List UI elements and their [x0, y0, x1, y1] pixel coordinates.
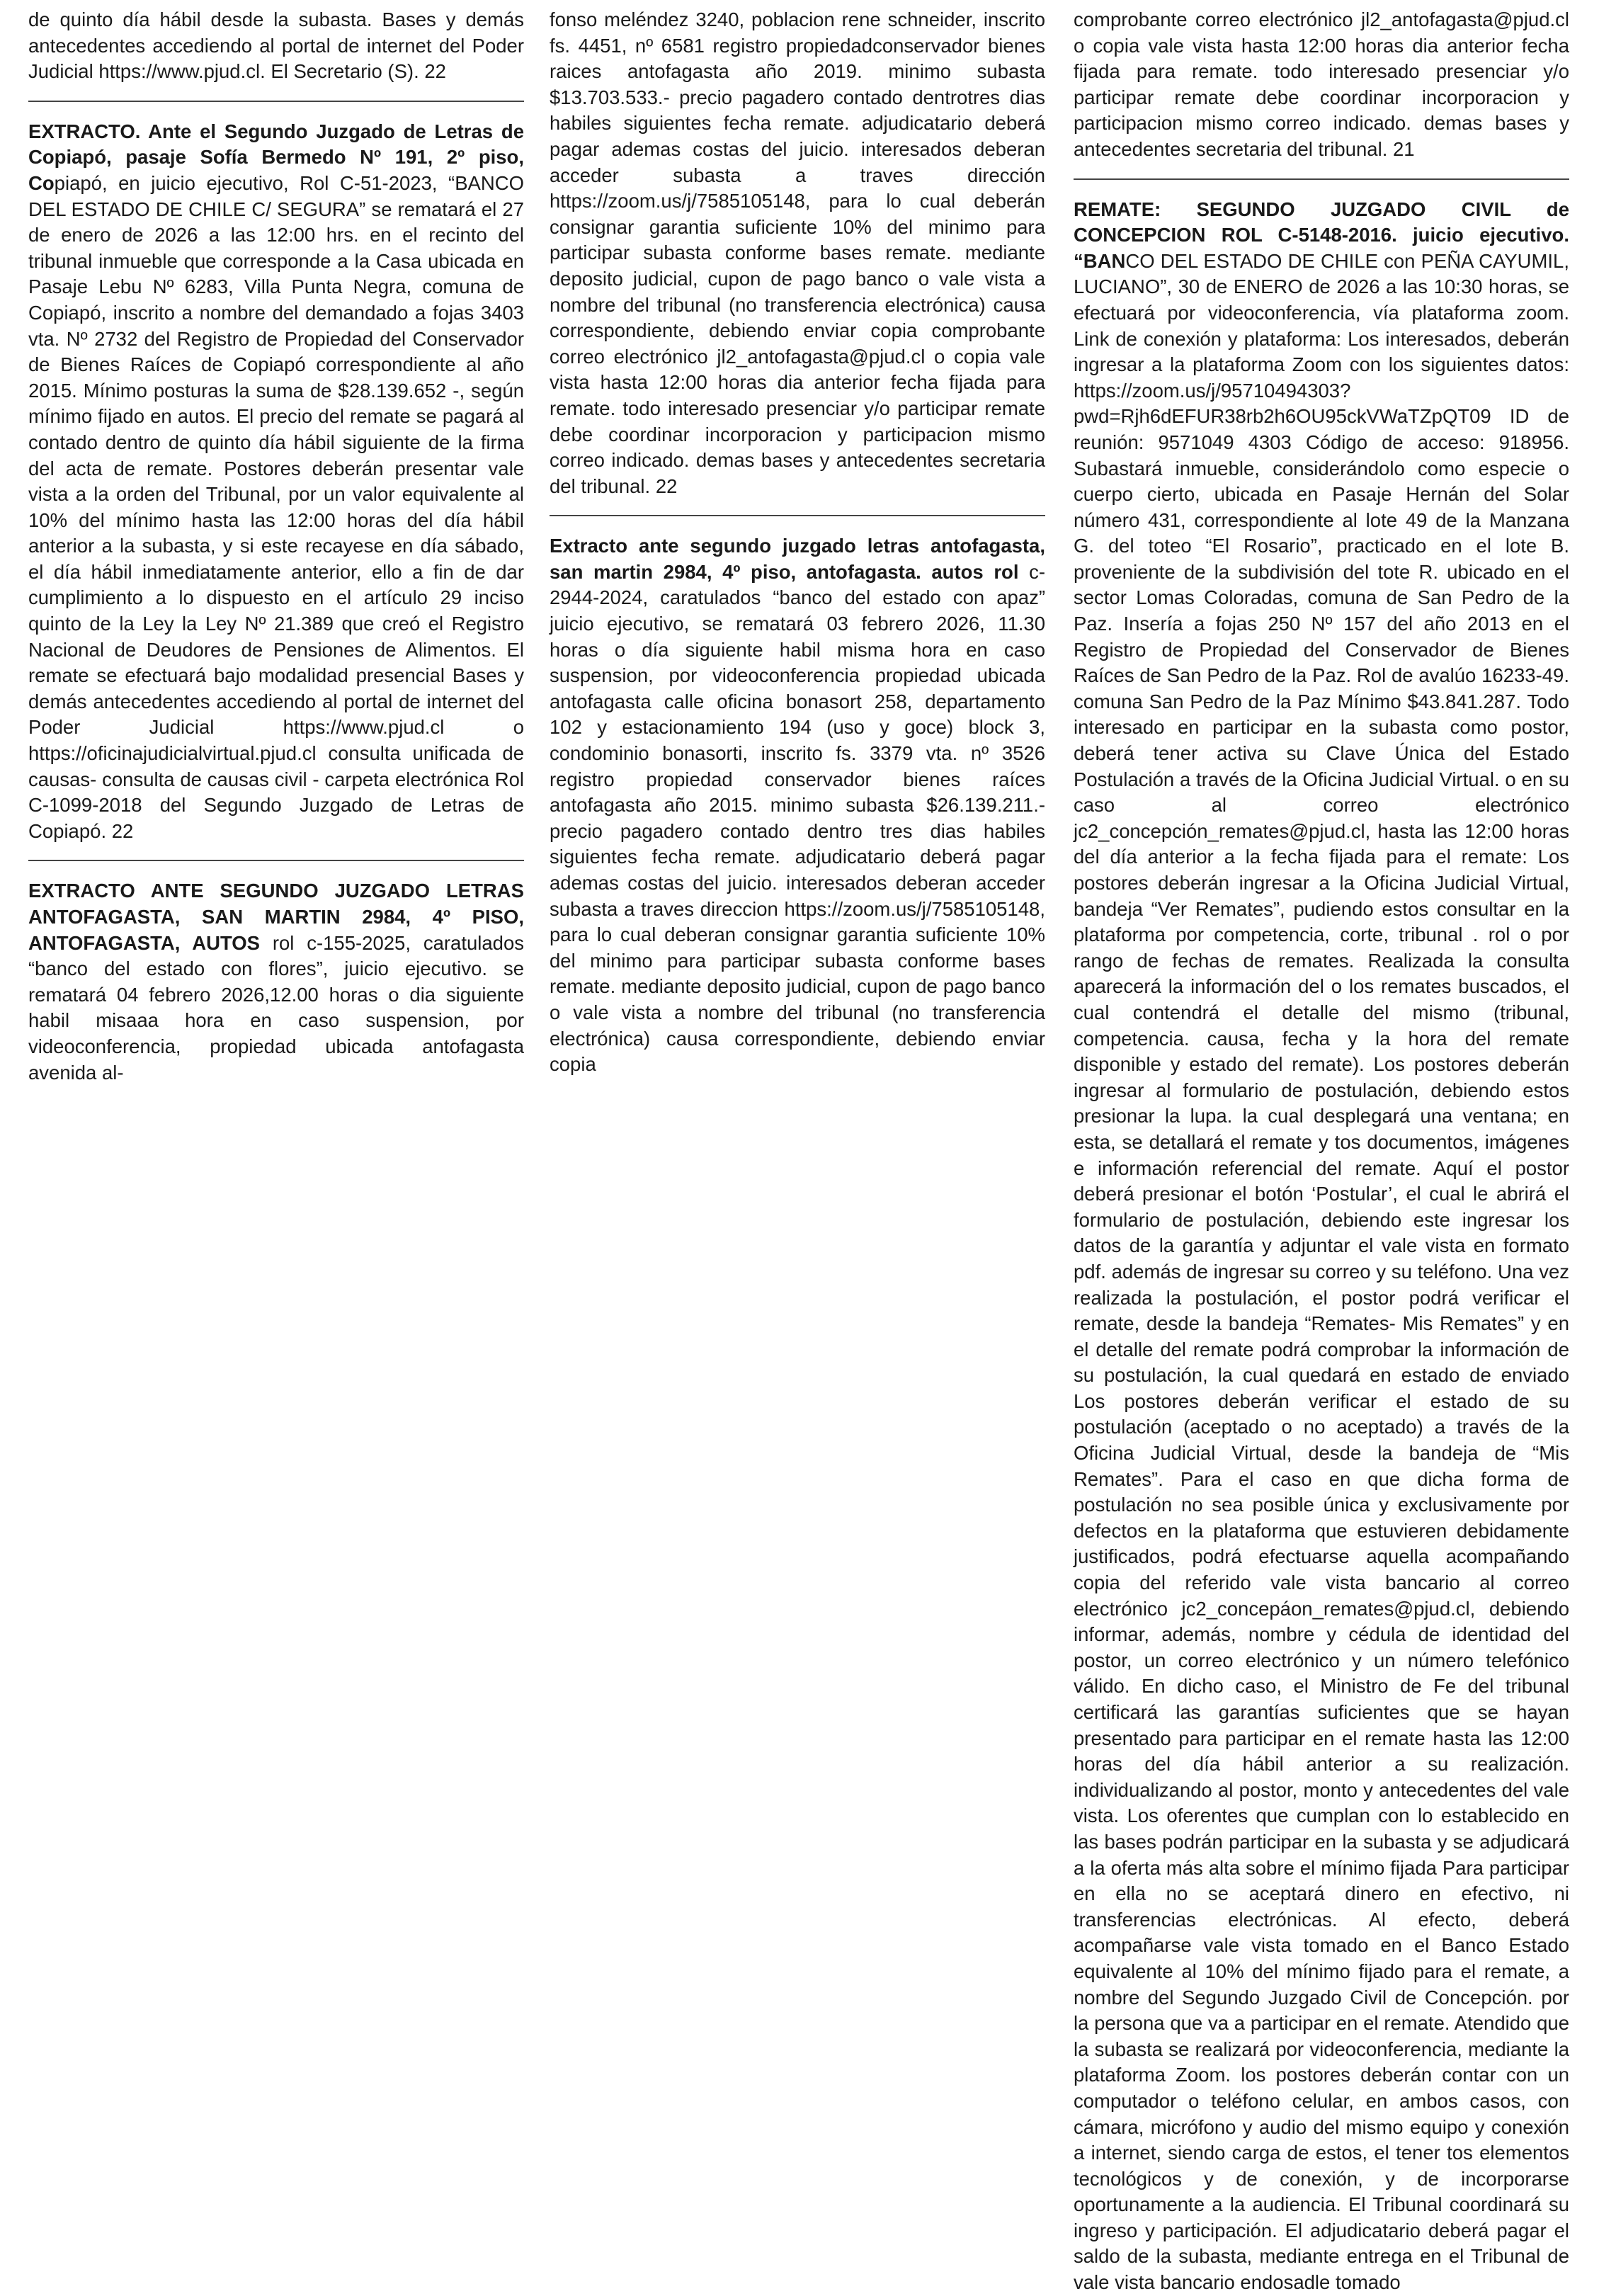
column-3 — [1074, 7, 1569, 2294]
notice-continuation — [28, 7, 524, 85]
notice-body: CO DEL ESTADO DE CHILE con PEÑA CAYUMIL, LUCIANO”, 30 de ENERO de 2026 a las 10:30 horas, se efectuará por videoconferencia, vía plataforma zoom. Link de conexión y plataforma: Los interesados, deberán ingresar a la plataforma Zoom con los siguientes datos: https://zoom.us/j/95710494303?pwd=Rjh6dEFUR38rb2h6OU95ckVWaTZpQT09 ID de reunión: 9571049 4303 Código de acceso: 918956. Subastará inmueble, considerándolo como especie o cuerpo cierto, ubicada en Pasaje Hernán del Solar número 431, correspondiente al lote 49 de la Manzana G. del toteo “El Rosario”, practicado en el lote B. proveniente de la subdivisión del tote R. ubicado en el sector Lomas Coloradas, comuna de San Pedro de la Paz. Inseríа a fojas 250 Nº 157 del año 2013 en el Registro de Propiedad del Conservador de Bienes Raíces de San Pedro de la Paz. Rol de avalúo 16233-49. comuna San Pedro de la Paz Mínimo $43.841.287. Todo interesado en participar en la subasta como postor, deberá tener activa su Clave Única del Estado Postulación a través de la Oficina Judicial Virtual. o en su caso al correo electrónico jc2_concepción_remates@pjud.cl, hasta las 12:00 horas del día anterior a la fecha fijada para el remate: Los postores deberán ingresar a la Oficina Judicial Virtual, bandeja “Ver Remates”, pudiendo estos consultar en la plataforma por competencia, corte, tribunal . rol o por rango de fechas de remates. Realizada la consulta aparecerá la información del o los remates buscados, el cual contendrá el detalle del mismo (tribunal, competencia. causa, fecha y la hora del remate disponible y estado del remate). Los postores deberán ingresar al formulario de postulación, debiendo estos presionar la lupa. la cual desplegará una ventana; en esta, se detallará el remate y tos documentos, imágenes e información referencial del remate. Aquí el postor deberá presionar el botón ‘Postular’, el cual le abrirá el formulario de postulación, debiendo este ingresar los datos de la garantía y adjuntar el vale vista en formato pdf. además de ingresar su correo y su teléfono. Una vez realizada la postulación, el postor podrá verificar el remate, desde la bandeja “Remates- Mis Remates” y en el detalle del remate podrá comprobar la información de su postulación, la cual quedará en estado de enviado Los postores deberán verificar el estado de su postulación (aceptado o no aceptado) a través de la Oficina Judicial Virtual, desde la bandeja de “Mis Remates”. Para el caso en que dicha forma de postulación no sea posible única y exclusivamente por defectos en la plataforma que estuvieren debidamente justificados, podrá efectuarse aquella acompañando copia del referido vale vista bancario al correo electrónico jc2_concepáon_remates@pjud.cl, debiendo informar, además, nombre y cédula de identidad del postor, un correo electrónico y un número telefónico válido. En dicho caso, el Ministro de Fe del tribunal certificará las garantías suficientes que se hayan presentado para participar en el remate hasta las 12:00 horas del día hábil anterior a su realización. individualizando al postor, monto y antecedentes del vale vista. Los oferentes que cumplan con lo establecido en las bases podrán participar en la subasta y se adjudicará a la oferta más alta sobre el mínimo fijada Para participar en ella no se aceptará dinero en efectivo, ni transferencias electrónicas. Al efecto, deberá acompañarse vale vista tomado en el Banco Estado equivalente al 10% del mínimo fijado para el remate, a nombre del Segundo Juzgado Civil de Concepción. por la persona que va a participar en el remate. Atendido que la subasta se realizará por videoconferencia, mediante la plataforma Zoom. los postores deberán contar con un computador o teléfono celular, en ambos casos, con cámara, micrófono y audio del mismo equipo y conexión a internet, siendo carga de estos, el tener tos elementos tecnológicos y de conexión, y de incorporarse oportunamente a la audiencia. El Tribunal coordinará su ingreso y participación. El adjudicatario deberá pagar el saldo de la subasta, mediante entrega en el Tribunal de vale vista bancario endosadle tomado — [1074, 249, 1569, 2294]
notice-separator — [1074, 178, 1569, 180]
notice-body: rol c-155-2025, caratulados “banco del estado con flores”, juicio ejecutivo. se rematará 04 febrero 2026,12.00 horas o dia siguiente habil misaaa hora en caso suspension, por videoconferencia, propiedad ubicada antofagasta avenida al- — [28, 931, 525, 1084]
notice-separator — [28, 101, 524, 102]
notice-body: c-2944-2024, caratulados “banco del estado con apaz” juicio ejecutivo, se rematará 03 febrero 2026, 11.30 horas o día siguiente habil misma hora en caso suspension, por videoconferencia propiedad ubicada antofagasta calle oficina bonasort 258, departamento 102 y estacionamiento 194 (uso y goce) block 3, condominio bonasorti, inscrito fs. 3379 vta. nº 3526 registro propiedad conservador bienes raíces antofagasta año 2015. minimo subasta $26.139.211.- precio pagadero contado dentro tres dias habiles siguientes fecha remate. adjudicatario deberá pagar ademas costas del juicio. interesados deberan acceder subasta a traves direccion https://zoom.us/j/7585105148, para lo cual deberan consignar garantia suficiente 10% del minimo para participar subasta conforme bases remate. mediante deposito judicial, cupon de pago banco o vale vista a nombre del tribunal (no transferencia electrónica) causa correspondiente, debiendo enviar copia — [550, 560, 1045, 1076]
column-2 — [550, 7, 1045, 2270]
notice-body: de quinto día hábil desde la subasta. Bases y demás antecedentes accediendo al portal de internet del Poder Judicial https://www.pjud.cl. El Secretario (S). 22 — [28, 8, 524, 83]
notice-body: comprobante correo electrónico jl2_antofagasta@pjud.cl o copia vale vista hasta 12:00 horas dia anterior fecha fijada para remate. todo interesado presenciar y/o participar remate debe coordinar incorporacion y participacion mismo correo indicado. demas bases y antecedentes secretaria del tribunal. 21 — [1074, 8, 1569, 160]
notice-continuation — [550, 7, 1045, 499]
notice-heading: REMATE: SEGUNDO JUZGADO CIVIL de CONCEPCION ROL C-5148-2016. juicio ejecutivo. “BAN — [1074, 198, 1569, 272]
notice-antofagasta-flores — [28, 878, 524, 1086]
notice-body: fonso meléndez 3240, poblacion rene schneider, inscrito fs. 4451, nº 6581 registro propiedadconservador bienes raices antofagasta año 2019. minimo subasta $13.703.533.- precio pagadero contado dentrotres dias habiles siguientes fecha remate. adjudicatario deberá pagar ademas costas del juicio. interesados deberan acceder subasta a traves dirección https://zoom.us/j/7585105148, para lo cual deberán consignar garantia suficiente 10% del minimo para participar subasta conforme bases remate. mediante deposito judicial, cupon de pago banco o vale vista a nombre del tribunal (no transferencia electrónica) causa correspondiente, debiendo enviar copia comprobante correo electrónico jl2_antofagasta@pjud.cl o copia vale vista hasta 12:00 horas dia anterior fecha fijada para remate. todo interesado presenciar y/o participar remate debe coordinar incorporacion y participacion mismo correo indicado. demas bases y antecedentes secretaria del tribunal. 22 — [550, 8, 1045, 497]
notice-separator — [550, 515, 1045, 516]
notice-heading: EXTRACTO ANTE SEGUNDO JUZGADO LETRAS ANTOFAGASTA, SAN MARTIN 2984, 4º PISO, ANTOFAGASTA, AUTOS — [28, 880, 524, 954]
column-1 — [28, 7, 524, 2270]
notice-continuation — [1074, 7, 1569, 163]
notice-concepcion-pena-cayumil — [1074, 197, 1569, 2296]
notice-antofagasta-apaz — [550, 533, 1045, 1077]
notice-body: piapó, en juicio ejecutivo, Rol C-51-2023, “BANCO DEL ESTADO DE CHILE C/ SEGURA” se rematará el 27 de enero de 2026 a las 12:00 hrs. en el recinto del tribunal inmueble que corresponde a la Casa ubicada en Pasaje Lebu Nº 6283, Villa Punta Negra, comuna de Copiapó, inscrito a nombre del demandado a fojas 3403 vta. Nº 2732 del Registro de Propiedad del Conservador de Bienes Raíces de Copiapó correspondiente al año 2015. Mínimo posturas la suma de $28.139.652 -, según mínimo fijado en autos. El precio del remate se pagará al contado dentro de quinto día hábil siguiente de la firma del acta de remate. Postores deberán presentar vale vista a la orden del Tribunal, por un valor equivalente al 10% del mínimo hasta las 12:00 horas del día hábil anterior a la subasta, y si este recayese en día sábado, el día hábil inmediatamente anterior, ello a fin de dar cumplimiento a lo dispuesto en el artículo 29 inciso quinto de la Ley la Ley Nº 21.389 que creó el Registro Nacional de Deudores de Pensiones de Alimentos. El remate se efectuará bajo modalidad presencial Bases y demás antecedentes accediendo al portal de internet del Poder Judicial https://www.pjud.cl o https://oficinajudicialvirtual.pjud.cl consulta unificada de causas- consulta de causas civil - carpeta electrónica Rol C-1099-2018 del Segundo Juzgado de Letras de Copiapó. 22 — [28, 171, 524, 842]
notice-heading: EXTRACTO. Ante el Segundo Juzgado de Letras de Copiapó, pasaje Sofía Bermedo Nº 191, 2º piso, Co — [28, 120, 524, 194]
notice-separator — [28, 860, 524, 861]
notice-heading: Extracto ante segundo juzgado letras antofagasta, san martin 2984, 4º piso, antofagasta. autos rol — [550, 535, 1045, 583]
notice-copiapo-segura — [28, 119, 524, 845]
